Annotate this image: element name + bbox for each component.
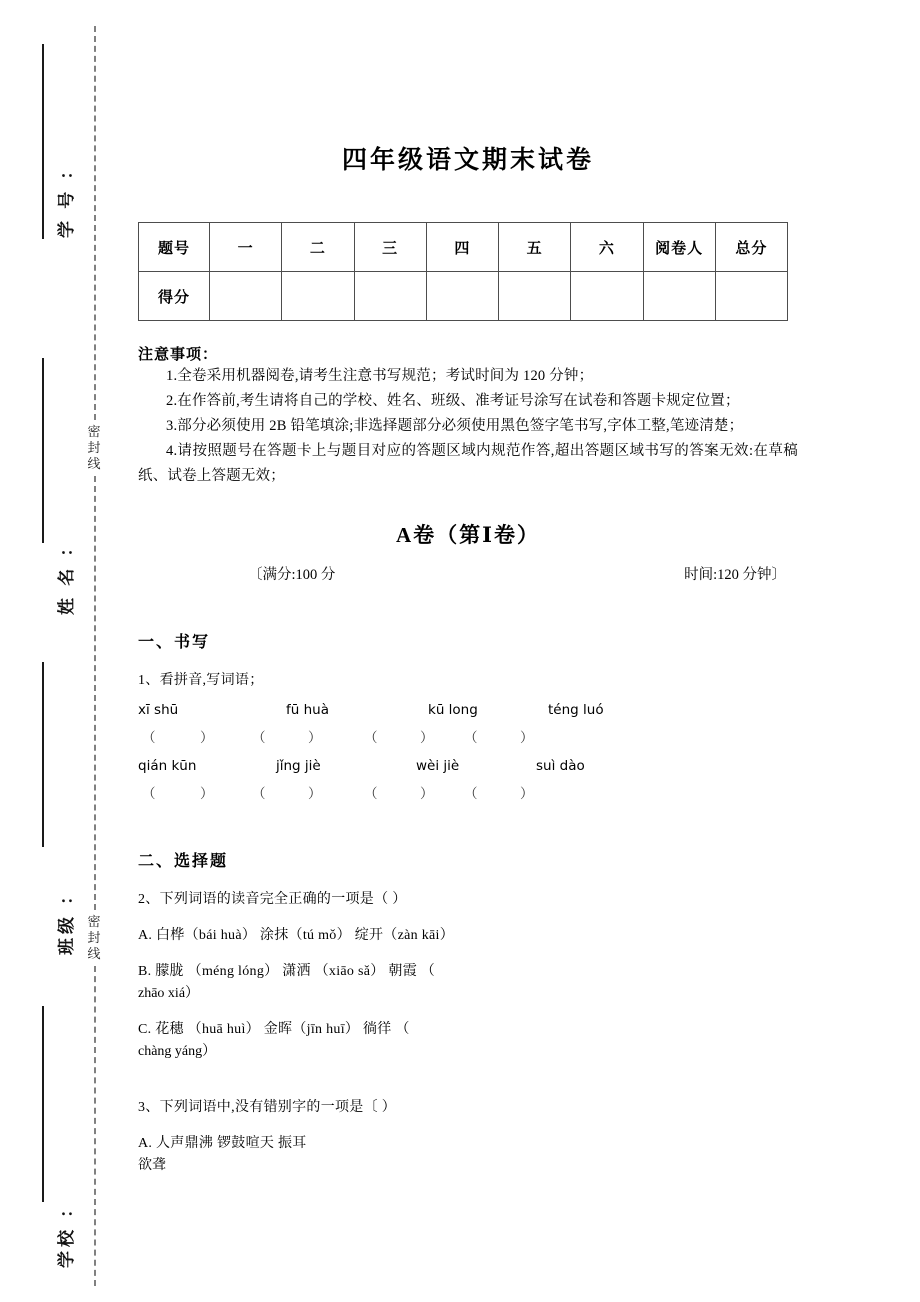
table-cell-score-q2[interactable]	[282, 272, 354, 321]
question-3-stem: 3、下列词语中,没有错别字的一项是〔 ）	[138, 1100, 396, 1115]
notice-item-3: 3.部分必须使用 2B 铅笔填涂;非选择题部分必须使用黑色签字笔书写,字体工整,笔迹清楚；	[166, 418, 744, 434]
pinyin-fu-hua: fū huà	[286, 702, 329, 718]
student-school-label: 学校 ：	[57, 1196, 76, 1268]
seal-margin-column	[0, 0, 130, 1302]
table-cell-score-q3[interactable]	[354, 272, 426, 321]
answer-blank-2-open[interactable]: （	[252, 730, 266, 746]
table-cell-q3: 三	[354, 223, 426, 272]
question-2-option-b-cont: zhāo xiá）	[138, 986, 200, 1001]
question-1-pinyin-row-2	[138, 758, 798, 781]
question-1-answer-row-2	[138, 782, 798, 804]
table-row-header	[139, 223, 788, 272]
answer-blank-2-close[interactable]: ）	[308, 730, 322, 746]
answer-blank-4-close[interactable]: ）	[520, 730, 534, 746]
notice-item-1: 1.全卷采用机器阅卷,请考生注意书写规范；考试时间为 120 分钟；	[166, 368, 594, 384]
notice-title: 注意事项：	[138, 347, 219, 363]
table-cell-score-q6[interactable]	[571, 272, 643, 321]
pinyin-qian-kun: qián kūn	[138, 758, 197, 774]
answer-blank-3-open[interactable]: （	[364, 730, 378, 746]
table-cell-q2: 二	[282, 223, 354, 272]
table-cell-q5: 五	[499, 223, 571, 272]
question-2-stem: 2、下列词语的读音完全正确的一项是（ ）	[138, 892, 407, 907]
page-title: 四年级语文期末试卷	[341, 147, 594, 174]
seal-label-bottom-2: 封	[87, 930, 101, 945]
question-2-option-b[interactable]: B. 朦胧 （méng lóng） 潇洒 （xiāo sǎ） 朝霞 （	[138, 964, 436, 979]
question-3-option-a-cont: 欲聋	[138, 1158, 166, 1173]
seal-label-bottom-3: 线	[87, 946, 101, 961]
table-cell-score-q5[interactable]	[499, 272, 571, 321]
paper-title: A卷（第Ⅰ卷）	[396, 523, 540, 547]
seal-label-top-1: 密	[87, 424, 101, 439]
seal-label-bottom-1: 密	[87, 914, 101, 929]
student-name-label: 姓 名 ：	[57, 535, 76, 615]
pinyin-jing-jie: jǐng jiè	[276, 758, 321, 774]
score-table	[138, 222, 788, 321]
student-id-label: 学 号 ：	[57, 158, 76, 238]
question-2-option-a[interactable]: A. 白桦（bái huà） 涂抹（tú mǒ） 绽开（zàn kāi）	[138, 928, 455, 943]
seal-dashed-line-middle	[94, 476, 96, 910]
pinyin-sui-dao: suì dào	[536, 758, 585, 774]
table-cell-score-q4[interactable]	[426, 272, 498, 321]
answer-blank-8-close[interactable]: ）	[520, 786, 534, 802]
table-cell-label-score: 得分	[139, 272, 210, 321]
question-2-option-c[interactable]: C. 花穗 （huā huì） 金晖（jīn huī） 徜徉 （	[138, 1022, 410, 1037]
answer-blank-7-open[interactable]: （	[364, 786, 378, 802]
answer-blank-1-close[interactable]: ）	[200, 730, 214, 746]
pinyin-ku-long: kū long	[428, 702, 478, 718]
margin-rule-3	[42, 662, 44, 847]
table-cell-q6: 六	[571, 223, 643, 272]
answer-blank-4-open[interactable]: （	[464, 730, 478, 746]
answer-blank-3-close[interactable]: ）	[420, 730, 434, 746]
table-cell-score-total[interactable]	[715, 272, 787, 321]
table-cell-q4: 四	[426, 223, 498, 272]
seal-label-top-3: 线	[87, 456, 101, 471]
paper-meta	[138, 563, 798, 585]
table-cell-score-grader[interactable]	[643, 272, 715, 321]
question-3-option-a[interactable]: A. 人声鼎沸 锣鼓喧天 振耳	[138, 1136, 307, 1151]
paper-full-score: 〔满分:100 分	[248, 567, 336, 583]
table-cell-score-q1[interactable]	[210, 272, 282, 321]
question-2-option-c-cont: chàng yáng）	[138, 1044, 217, 1059]
question-1-stem: 1、看拼音,写词语；	[138, 673, 264, 688]
section-heading-one: 一、书写	[138, 634, 211, 651]
margin-rule-2	[42, 358, 44, 543]
margin-rule-1	[42, 44, 44, 239]
pinyin-xi-shu: xī shū	[138, 702, 179, 718]
seal-dashed-line-lower	[94, 966, 96, 1286]
table-cell-total: 总分	[715, 223, 787, 272]
answer-blank-6-close[interactable]: ）	[308, 786, 322, 802]
table-cell-grader: 阅卷人	[643, 223, 715, 272]
question-1-answer-row-1	[138, 726, 798, 748]
table-row-score	[139, 272, 788, 321]
pinyin-wei-jie: wèi jiè	[416, 758, 460, 774]
pinyin-teng-luo: téng luó	[548, 702, 604, 718]
exam-content	[138, 0, 798, 1177]
answer-blank-6-open[interactable]: （	[252, 786, 266, 802]
table-cell-q1: 一	[210, 223, 282, 272]
notice-item-4: 4.请按照题号在答题卡上与题目对应的答题区域内规范作答,超出答题区域书写的答案无效:在草稿纸、试卷上答题无效；	[138, 443, 798, 484]
seal-dashed-line-upper	[94, 26, 96, 420]
margin-rule-4	[42, 1006, 44, 1202]
notice-item-2: 2.在作答前,考生请将自己的学校、姓名、班级、准考证号涂写在试卷和答题卡规定位置；	[166, 393, 740, 409]
seal-label-top-2: 封	[87, 440, 101, 455]
answer-blank-5-close[interactable]: ）	[200, 786, 214, 802]
answer-blank-1-open[interactable]: （	[142, 730, 156, 746]
paper-time-limit: 时间:120 分钟〕	[684, 567, 786, 583]
answer-blank-8-open[interactable]: （	[464, 786, 478, 802]
question-1-pinyin-row-1	[138, 702, 798, 725]
section-heading-two: 二、选择题	[138, 853, 229, 870]
student-class-label: 班级 ：	[57, 883, 76, 955]
answer-blank-7-close[interactable]: ）	[420, 786, 434, 802]
table-cell-label-question-no: 题号	[139, 223, 210, 272]
answer-blank-5-open[interactable]: （	[142, 786, 156, 802]
